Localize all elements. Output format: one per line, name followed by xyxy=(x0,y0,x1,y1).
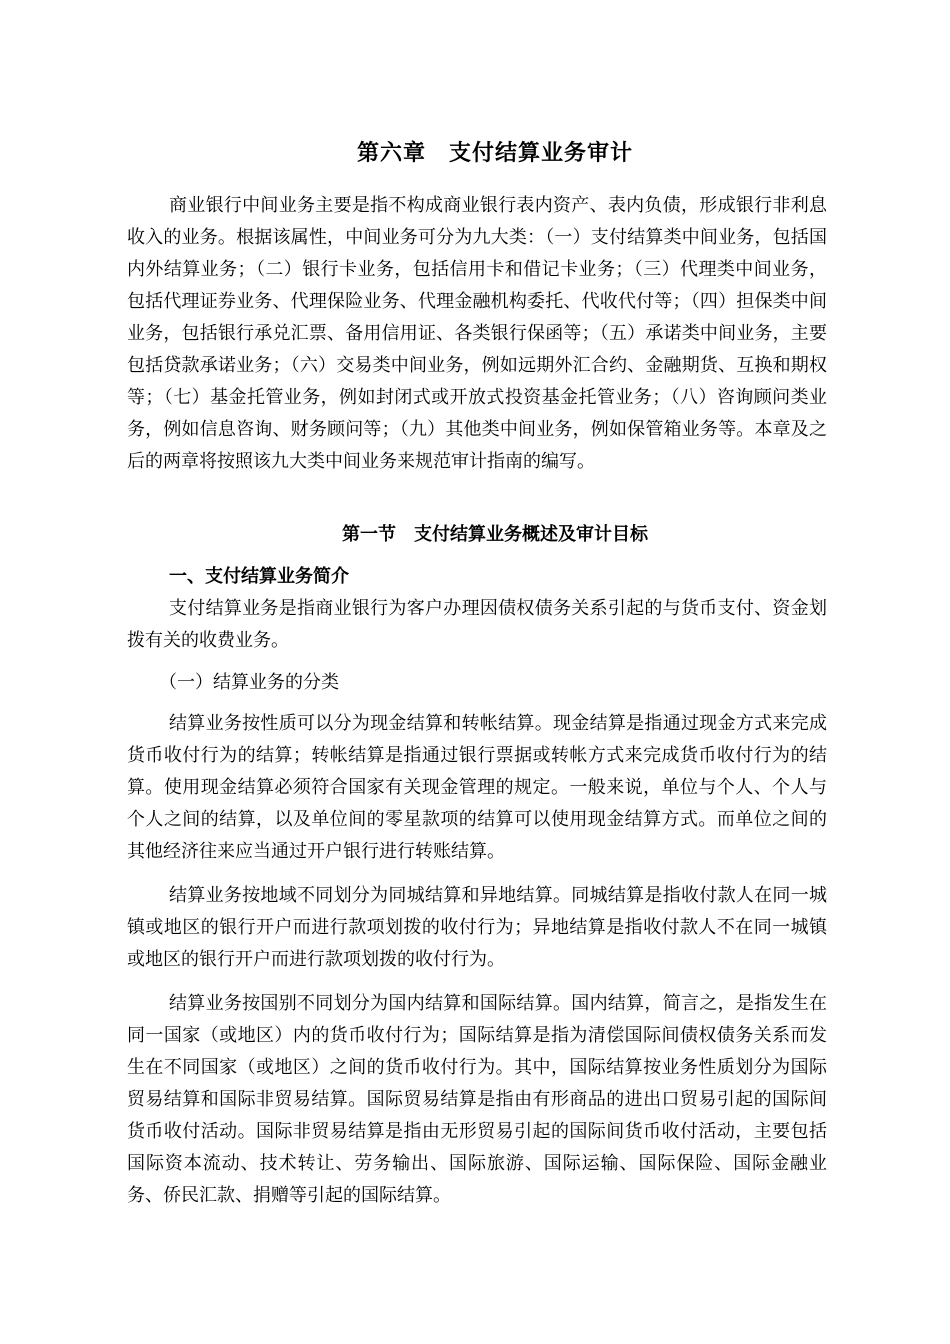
section-title: 第一节 支付结算业务概述及审计目标 xyxy=(342,524,648,545)
subsection-heading: 一、支付结算业务简介 xyxy=(169,566,349,587)
definition-paragraph: 支付结算业务是指商业银行为客户办理因债权债务关系引起的与货币支付、资金划拨有关的收费业务。 xyxy=(127,598,827,651)
classification-paragraph-2: 结算业务按地域不同划分为同城结算和异地结算。同城结算是指收付款人在同一城镇或地区的银行开户而进行款项划拨的收付行为；异地结算是指收付款人不在同一城镇或地区的银行开户而进行款项划拨的收付行为。 xyxy=(127,885,827,970)
subsubsection-heading: （一）结算业务的分类 xyxy=(159,672,339,693)
chapter-title: 第六章 支付结算业务审计 xyxy=(356,140,633,166)
classification-paragraph-1: 结算业务按性质可以分为现金结算和转帐结算。现金结算是指通过现金方式来完成货币收付行为的结算；转帐结算是指通过银行票据或转帐方式来完成货币收付行为的结算。使用现金结算必须符合国家有关现金管理的规定。一般来说，单位与个人、个人与个人之间的结算，以及单位间的零星款项的结算可以使用现金结算方式。而单位之间的其他经济往来应当通过开户银行进行转账结算。 xyxy=(127,713,827,862)
intro-paragraph: 商业银行中间业务主要是指不构成商业银行表内资产、表内负债，形成银行非利息收入的业务。根据该属性，中间业务可分为九大类：（一）支付结算类中间业务，包括国内外结算业务；（二）银行卡业务，包括信用卡和借记卡业务；（三）代理类中间业务，包括代理证券业务、代理保险业务、代理金融机构委托、代收代付等；（四）担保类中间业务，包括银行承兑汇票、备用信用证、各类银行保函等；（五）承诺类中间业务，主要包括贷款承诺业务；（六）交易类中间业务，例如远期外汇合约、金融期货、互换和期权等；（七）基金托管业务，例如封闭式或开放式投资基金托管业务；（八）咨询顾问类业务，例如信息咨询、财务顾问等；（九）其他类中间业务，例如保管箱业务等。本章及之后的两章将按照该九大类中间业务来规范审计指南的编写。 xyxy=(127,195,827,472)
classification-paragraph-3: 结算业务按国别不同划分为国内结算和国际结算。国内结算，简言之，是指发生在同一国家（或地区）内的货币收付行为；国际结算是指为清偿国际间债权债务关系而发生在不同国家（或地区）之间的货币收付行为。其中，国际结算按业务性质划分为国际贸易结算和国际非贸易结算。国际贸易结算是指由有形商品的进出口贸易引起的国际间货币收付活动。国际非贸易结算是指由无形贸易引起的国际间货币收付活动，主要包括国际资本流动、技术转让、劳务输出、国际旅游、国际运输、国际保险、国际金融业务、侨民汇款、捐赠等引起的国际结算。 xyxy=(127,993,827,1206)
